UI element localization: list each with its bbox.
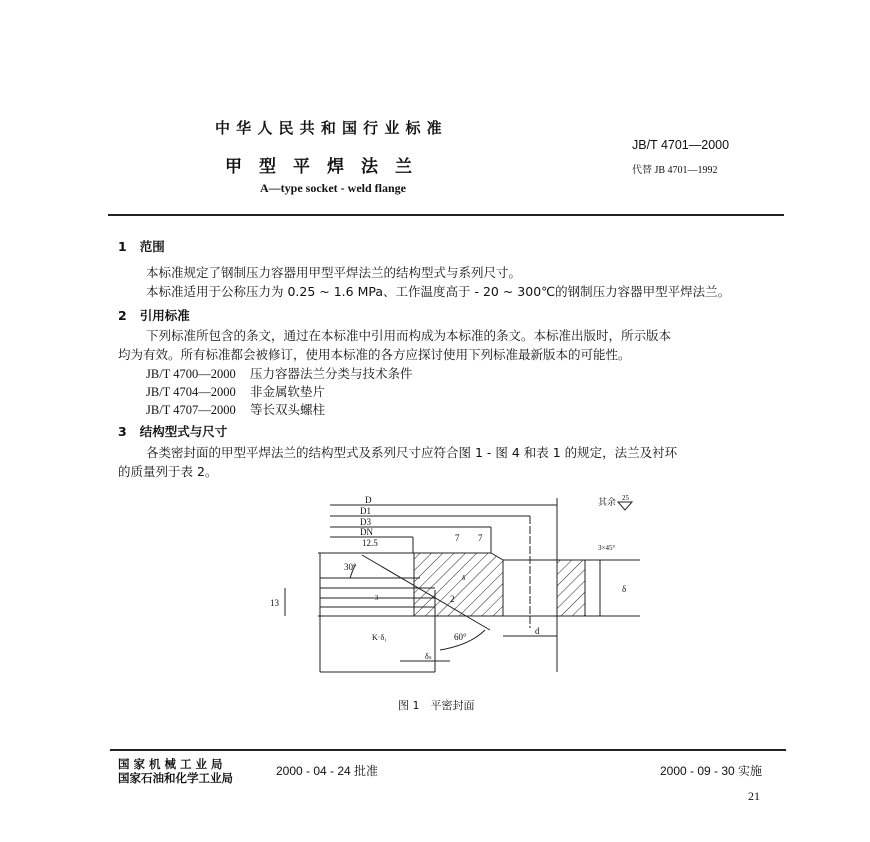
label-7a: 7: [455, 533, 460, 543]
label-rest: 其余: [598, 497, 617, 507]
label-2: 2: [450, 594, 455, 604]
label-delta: δ: [622, 584, 627, 594]
label-roughness: 12.5: [362, 538, 378, 548]
effective-date: 2000 - 09 - 30 实施: [660, 764, 763, 778]
label-D3: D3: [360, 517, 371, 527]
reference-title: 等长双头螺柱: [250, 402, 326, 417]
standard-number: JB/T 4701—2000: [632, 138, 730, 152]
label-ds: δₛ: [425, 652, 432, 661]
issuer-2: 国家石油和化学工业局: [118, 771, 233, 785]
section-3-para-line-2: 的质量列于表 2。: [118, 464, 218, 479]
section-title: 范围: [139, 239, 165, 254]
section-1-para-2: 本标准适用于公称压力为 0.25 ~ 1.6 MPa、工作温度高于 - 20 ~ 300℃的钢制压力容器甲型平焊法兰。: [146, 284, 731, 299]
section-3-para-line-1: 各类密封面的甲型平焊法兰的结构型式及系列尺寸应符合图 1 - 图 4 和表 1 的规定，法兰及衬环: [146, 445, 678, 460]
label-k: K·δ₁: [372, 633, 387, 642]
label-chamfer: 3×45°: [598, 544, 616, 552]
issuer-1: 国 家 机 械 工 业 局: [118, 757, 223, 771]
section-title: 引用标准: [139, 308, 190, 323]
section-2-para-line-2: 均为有效。所有标准都会被修订，使用本标准的各方应探讨使用下列标准最新版本的可能性。: [118, 347, 631, 362]
section-title: 结构型式与尺寸: [139, 424, 228, 439]
section-2-para-line-1: 下列标准所包含的条文，通过在本标准中引用而构成为本标准的条文。本标准出版时，所示版本: [146, 328, 672, 343]
label-d: d: [535, 626, 540, 636]
reference-title: 压力容器法兰分类与技术条件: [250, 366, 413, 381]
label-7b: 7: [478, 533, 483, 543]
doc-title: 甲 型 平 焊 法 兰: [225, 157, 412, 176]
section-number: 1: [118, 239, 127, 254]
label-s: δ: [462, 574, 466, 582]
label-angle-30: 30°: [344, 562, 357, 572]
approval-date: 2000 - 04 - 24 批准: [276, 764, 379, 778]
section-1-para-1: 本标准规定了钢制压力容器用甲型平焊法兰的结构型式与系列尺寸。: [146, 265, 522, 280]
page-number: 21: [748, 789, 760, 803]
label-13: 13: [270, 598, 279, 608]
footer-rule: [110, 749, 786, 751]
label-DN: DN: [360, 527, 373, 537]
reference-title: 非金属软垫片: [250, 384, 326, 399]
label-D: D: [365, 495, 372, 505]
org-title: 中 华 人 民 共 和 国 行 业 标 准: [215, 120, 443, 137]
section-number: 3: [118, 424, 127, 439]
flange-outer-hatched: [557, 560, 585, 616]
english-title: A—type socket - weld flange: [260, 181, 406, 195]
section-number: 2: [118, 308, 127, 323]
reference-code: JB/T 4704—2000: [146, 385, 236, 399]
label-D1: D1: [360, 506, 371, 516]
reference-code: JB/T 4707—2000: [146, 403, 236, 417]
reference-code: JB/T 4700—2000: [146, 367, 236, 381]
replaces-note: 代替 JB 4701—1992: [632, 165, 718, 176]
label-rest-value: 25: [622, 494, 629, 502]
label-angle-60: 60°: [454, 632, 467, 642]
label-3: 3: [375, 594, 379, 602]
roughness-symbol-icon: [618, 502, 632, 510]
figure-caption: 图 1 平密封面: [398, 699, 475, 712]
